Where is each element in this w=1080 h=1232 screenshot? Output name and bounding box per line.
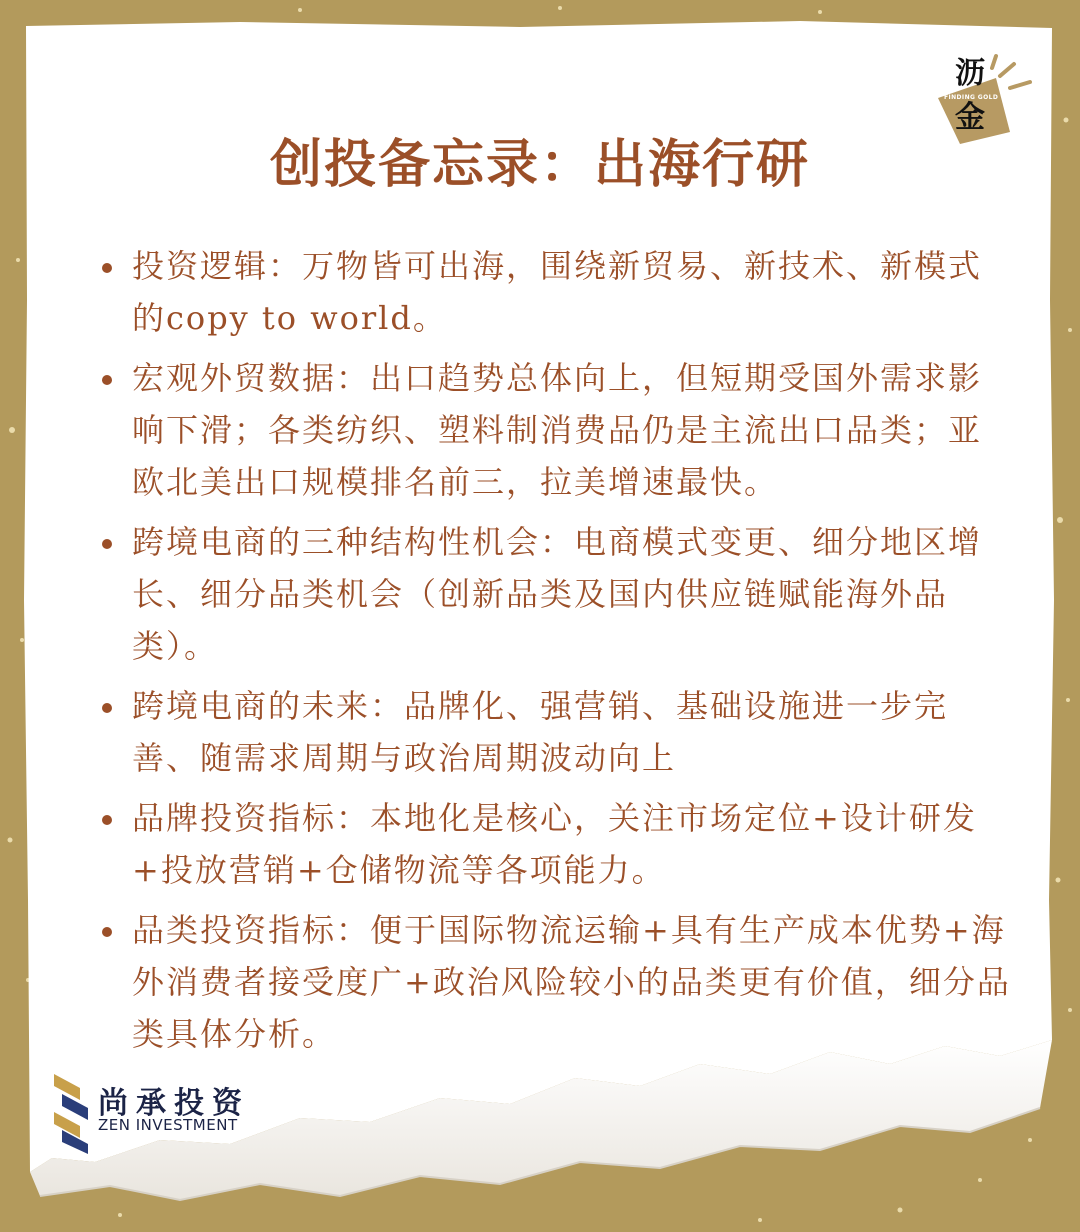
bullet-item	[96, 516, 1016, 672]
bullet-text: 跨境电商的未来：品牌化、强营销、基础设施进一步完善、随需求周期与政治周期波动向上	[132, 687, 949, 777]
bullet-item	[96, 352, 1016, 508]
badge-subtitle: FINDING GOLD	[944, 94, 999, 101]
bullet-text: 品牌投资指标：本地化是核心，关注市场定位+设计研发+投放营销+仓储物流等各项能力。	[132, 799, 977, 889]
bullet-item	[96, 904, 1016, 1060]
bullet-item	[96, 792, 1016, 896]
bullet-dot-icon	[102, 703, 112, 713]
logo-name-cn: 尚承投资	[98, 1086, 250, 1121]
bullet-item	[96, 680, 1016, 784]
bullet-dot-icon	[102, 539, 112, 549]
company-logo	[50, 1070, 270, 1160]
bullet-item	[96, 240, 1016, 344]
bullet-list	[96, 240, 1016, 1068]
bullet-text: 跨境电商的三种结构性机会：电商模式变更、细分地区增长、细分品类机会（创新品类及国内供应链赋能海外品类）。	[132, 523, 983, 665]
badge-char-top: 沥	[955, 56, 985, 91]
bullet-text: 品类投资指标：便于国际物流运输+具有生产成本优势+海外消费者接受度广+政治风险较小的品类更有价值，细分品类具体分析。	[132, 911, 1011, 1053]
bullet-text: 宏观外贸数据：出口趋势总体向上，但短期受国外需求影响下滑；各类纺织、塑料制消费品仍是主流出口品类；亚欧北美出口规模排名前三，拉美增速最快。	[132, 359, 983, 501]
bullet-dot-icon	[102, 375, 112, 385]
badge-char-bottom: 金	[955, 100, 985, 135]
zen-investment-logo-icon	[50, 1070, 92, 1154]
bullet-dot-icon	[102, 927, 112, 937]
bullet-dot-icon	[102, 263, 112, 273]
logo-name-en: ZEN INVESTMENT	[98, 1116, 238, 1134]
bullet-dot-icon	[102, 815, 112, 825]
page-title: 创投备忘录：出海行研	[269, 135, 810, 195]
bullet-text: 投资逻辑：万物皆可出海，围绕新贸易、新技术、新模式的copy to world。	[132, 247, 983, 337]
